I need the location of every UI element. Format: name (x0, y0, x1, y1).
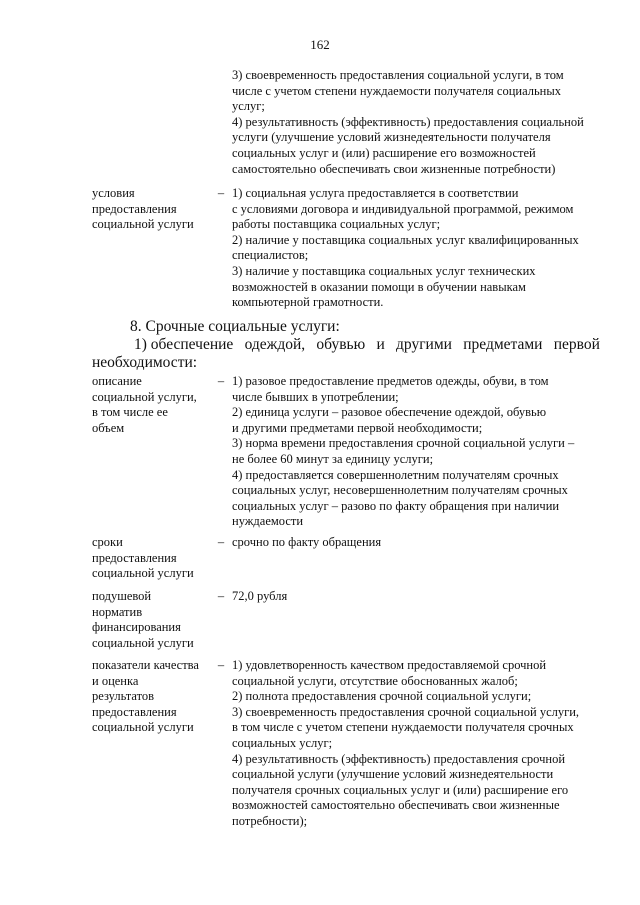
subheading-line-1 (134, 336, 600, 355)
text-line: в том числе с учетом степени нуждаемости получателя срочных (232, 720, 574, 735)
label-line: социальной услуги (92, 635, 194, 650)
label-line: описание (92, 374, 142, 388)
text-line: социальных услуг и (или) расширение его возможностей (232, 145, 536, 160)
text-line: 1) разовое предоставление предметов одежды, обуви, в том (232, 374, 549, 388)
text-line: нуждаемости (232, 514, 304, 529)
row-body (232, 374, 602, 530)
label-line: социальной услуги (92, 720, 194, 735)
text-line: и другими предметами первой необходимости; (232, 420, 483, 435)
text-line: 2) полнота предоставления срочной социальной услуги; (232, 689, 532, 704)
row-label (92, 186, 210, 233)
section-heading: 8. Срочные социальные услуги: (130, 318, 340, 335)
text-line: 4) результативность (эффективность) предоставления социальной (232, 114, 584, 129)
label-line: норматив (92, 604, 143, 619)
text-line: 2) единица услуги – разовое обеспечение одеждой, обувью (232, 405, 547, 420)
text-line: получателя срочных социальных услуг и (или) расширение его (232, 782, 569, 797)
text-line: 3) норма времени предоставления срочной социальной услуги – (232, 436, 575, 451)
text-line: самостоятельно обеспечивать свои жизненные потребности) (232, 161, 556, 176)
text-line: 1) удовлетворенность качеством предоставляемой срочной (232, 658, 547, 672)
label-line: в том числе ее (92, 405, 168, 420)
text-line: социальной услуги (улучшение условий жизнедеятельности (232, 767, 554, 782)
label-line: предоставления (92, 550, 177, 565)
text-line: 2) наличие у поставщика социальных услуг квалифицированных (232, 232, 579, 247)
dash: – (217, 374, 225, 388)
label-line: и оценка (92, 673, 139, 688)
continuation-text (232, 68, 602, 177)
dash: – (217, 186, 225, 200)
text-line: работы поставщика социальных услуг; (232, 217, 441, 232)
text-line: социальной услуги, отсутствие обоснованных жалоб; (232, 673, 518, 688)
text-line: возможностей самостоятельно обеспечивать свои жизненные (232, 798, 560, 813)
text-line: 72,0 рубля (232, 589, 288, 603)
row-body (232, 535, 602, 551)
label-line: предоставления (92, 201, 177, 216)
text-line: с условиями договора и индивидуальной программой, режимом (232, 201, 574, 216)
text-line: социальных услуг, несовершеннолетним получателям срочных (232, 483, 568, 498)
row-label (92, 658, 210, 736)
text-line: 4) предоставляется совершеннолетним получателям срочных (232, 467, 559, 482)
text-line: услуг; (232, 99, 265, 114)
label-line: условия (92, 186, 135, 200)
text-line: 3) своевременность предоставления социальной услуги, в том (232, 68, 564, 82)
label-line: показатели качества (92, 658, 199, 672)
text-line: числе бывших в употреблении; (232, 389, 399, 404)
text-line: социальных услуг; (232, 735, 333, 750)
text-line: срочно по факту обращения (232, 535, 382, 549)
page-number: 162 (310, 37, 330, 52)
subheading-word: предметами (463, 336, 543, 353)
label-line: предоставления (92, 704, 177, 719)
subheading-word: другими (396, 336, 452, 353)
text-line: компьютерной грамотности. (232, 295, 384, 310)
label-line: подушевой (92, 589, 152, 603)
row-body (232, 186, 602, 311)
row-body (232, 658, 602, 830)
row-body (232, 589, 602, 605)
subheading-word: 1) обеспечение (134, 336, 234, 353)
subheading-word: и (376, 336, 385, 353)
subheading-line-2: необходимости: (92, 354, 198, 371)
dash: – (217, 535, 225, 549)
text-line: 3) своевременность предоставления срочной социальной услуги, (232, 704, 580, 719)
text-line: числе с учетом степени нуждаемости получателя социальных (232, 83, 562, 98)
label-line: объем (92, 420, 125, 435)
label-line: социальной услуги (92, 217, 194, 232)
label-line: социальной услуги (92, 566, 194, 581)
text-line: 4) результативность (эффективность) предоставления срочной (232, 751, 566, 766)
text-line: возможностей в оказании помощи в обучении навыкам (232, 279, 526, 294)
dash: – (217, 589, 225, 603)
row-label (92, 374, 210, 436)
text-line: услуги (улучшение условий жизнедеятельности получателя (232, 130, 551, 145)
subheading-word: одеждой, (244, 336, 306, 353)
text-line: не более 60 минут за единицу услуги; (232, 451, 434, 466)
text-line: 1) социальная услуга предоставляется в соответствии (232, 186, 519, 200)
text-line: 3) наличие у поставщика социальных услуг технических (232, 263, 536, 278)
label-line: финансирования (92, 620, 181, 635)
row-label (92, 589, 210, 651)
text-line: социальных услуг – разово по факту обращения при наличии (232, 498, 560, 513)
subheading-word: обувью (316, 336, 366, 353)
text-line: потребности); (232, 813, 308, 828)
subheading-word: первой (553, 336, 600, 353)
text-line: специалистов; (232, 248, 309, 263)
label-line: результатов (92, 689, 155, 704)
dash: – (217, 658, 225, 672)
row-label (92, 535, 210, 582)
label-line: социальной услуги, (92, 389, 197, 404)
label-line: сроки (92, 535, 123, 549)
